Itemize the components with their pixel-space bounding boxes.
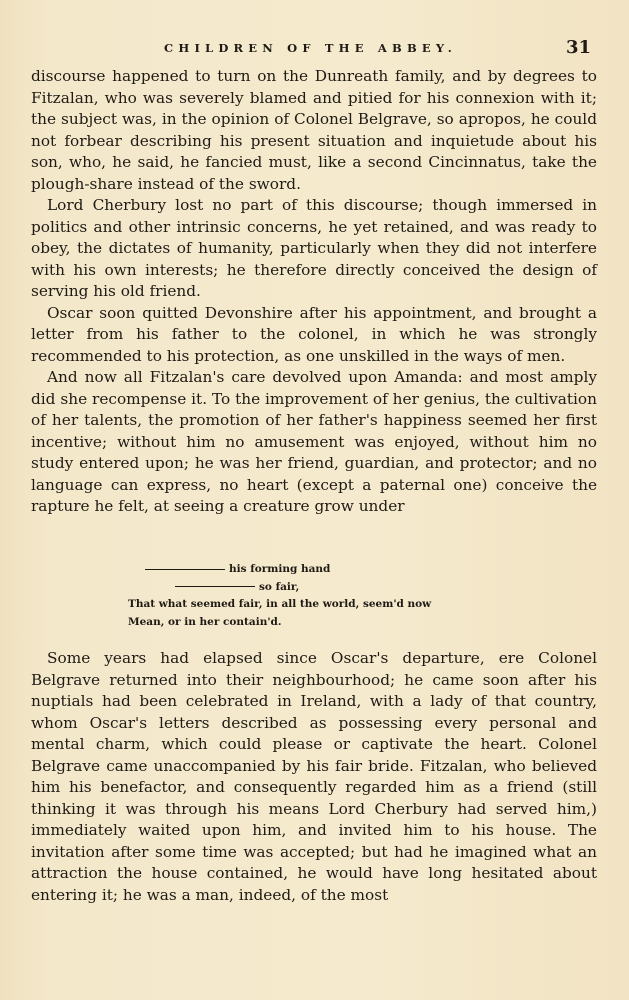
text-block-after-quote (31, 648, 597, 906)
page-number: 31 (565, 37, 591, 58)
quote-line: his forming hand (60, 561, 540, 579)
quote-line: That what seemed fair, in all the world, seem'd now (128, 598, 432, 610)
paragraph: Some years had elapsed since Oscar's departure, ere Colonel Belgrave returned into their neighbourhood; he came soon after his nuptials had been celebrated in Ireland, with a lady of that country, whom Oscar's letters described as possessing every personal and mental charm, which could please or captivate the heart. Colonel Belgrave came unaccompanied by his fair bride. Fitzalan, who believed him his benefactor, and consequently regarded him as a friend (still thinking it was through his means Lord Cherbury had served him,) immediately waited upon him, and invited him to his house. The invitation after some time was accepted; but had he imagined what an attraction the house contained, he would have long hesitated about entering it; he was a man, indeed, of the most (31, 649, 597, 904)
page-header (30, 37, 591, 59)
running-head: CHILDREN OF THE ABBEY. (164, 41, 457, 55)
verse-quotation (60, 561, 540, 631)
quote-line: so fair, (60, 579, 540, 597)
paragraph: Oscar soon quitted Devonshire after his appointment, and brought a letter from his father to the colonel, in which he was strongly recommended to his protection, as one unskilled in the ways of men. (31, 303, 597, 365)
em-dash-rule (175, 586, 255, 587)
em-dash-rule (145, 569, 225, 570)
quote-line: Mean, or in her contain'd. (128, 615, 282, 628)
paragraph: Lord Cherbury lost no part of this discourse; though immersed in politics and other intrinsic concerns, he yet retained, and was ready to obey, the dictates of humanity, particularly when they did not interfere with his own interests; he therefore directly conceived the design of serving his old friend. (31, 196, 597, 300)
paragraph: And now all Fitzalan's care devolved upon Amanda: and most amply did she recompense it. To the improvement of her genius, the cultivation of her talents, the promotion of her father's happiness seemed her first incentive; without him no amusement was enjoyed, without him no study entered upon; he was her friend, guardian, and protector; and no language can express, no heart (except a paternal one) conceive the rapture he felt, at seeing a creature grow under (31, 368, 597, 515)
paragraph: discourse happened to turn on the Dunreath family, and by degrees to Fitzalan, who was severely blamed and pitied for his connexion with it; the subject was, in the opinion of Colonel Belgrave, so apropos, he could not forbear describing his present situation and inquietude about his son, who, he said, he fancied must, like a second Cincinnatus, take the plough-share instead of the sword. (31, 67, 597, 193)
text-block-before-quote (31, 66, 597, 518)
